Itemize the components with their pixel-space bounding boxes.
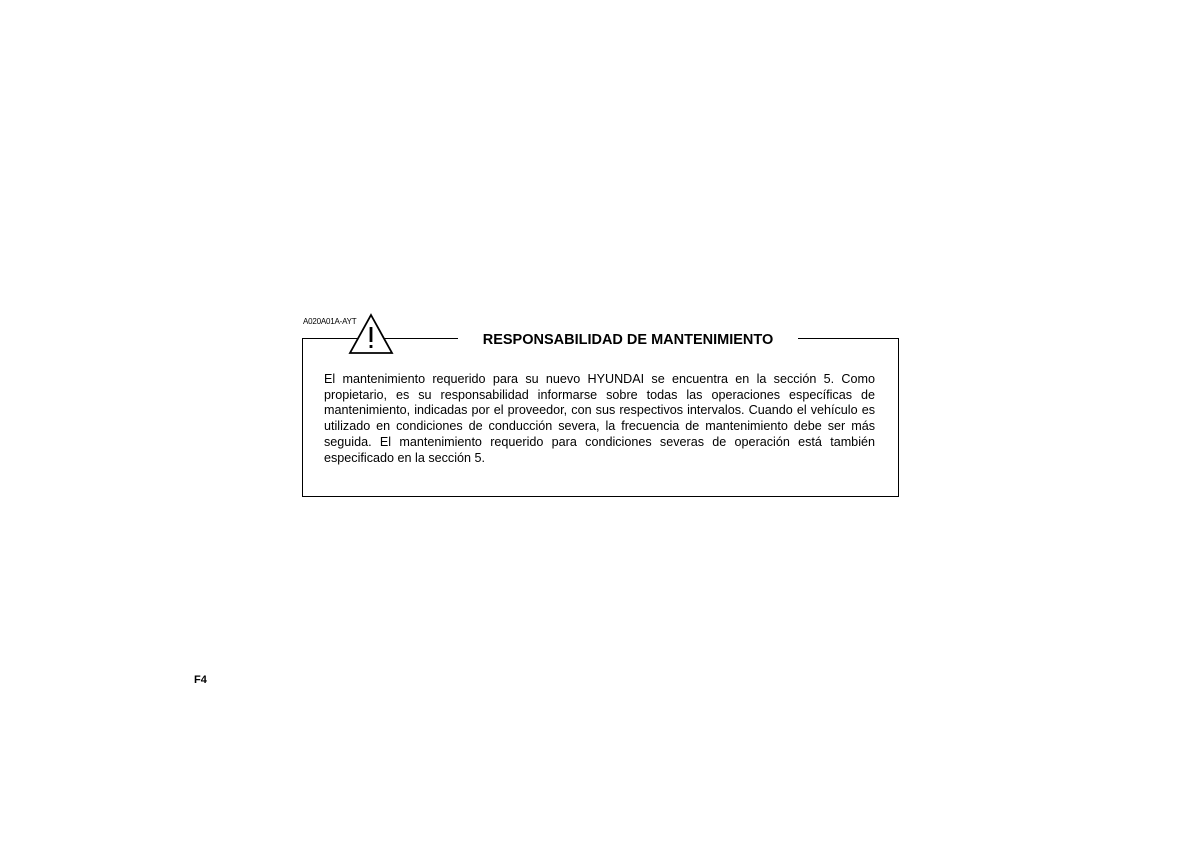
page-number: F4 — [194, 674, 207, 686]
notice-title: RESPONSABILIDAD DE MANTENIMIENTO — [458, 330, 798, 350]
warning-triangle-icon — [348, 313, 394, 355]
document-code: A020A01A-AYT — [303, 317, 357, 326]
notice-body-text: El mantenimiento requerido para su nuevo HYUNDAI se encuentra en la sección 5. Como propietario, es su responsabilidad informarse sobre todas las operaciones específicas de mantenimiento, indicadas por el proveedor, con sus respectivos intervalos. Cuando el vehículo es utilizado en condiciones de conducción severa, la frecuencia de mantenimiento debe ser más seguida. El mantenimiento requerido para condiciones severas de operación está también especificado en la sección 5. — [324, 372, 875, 465]
